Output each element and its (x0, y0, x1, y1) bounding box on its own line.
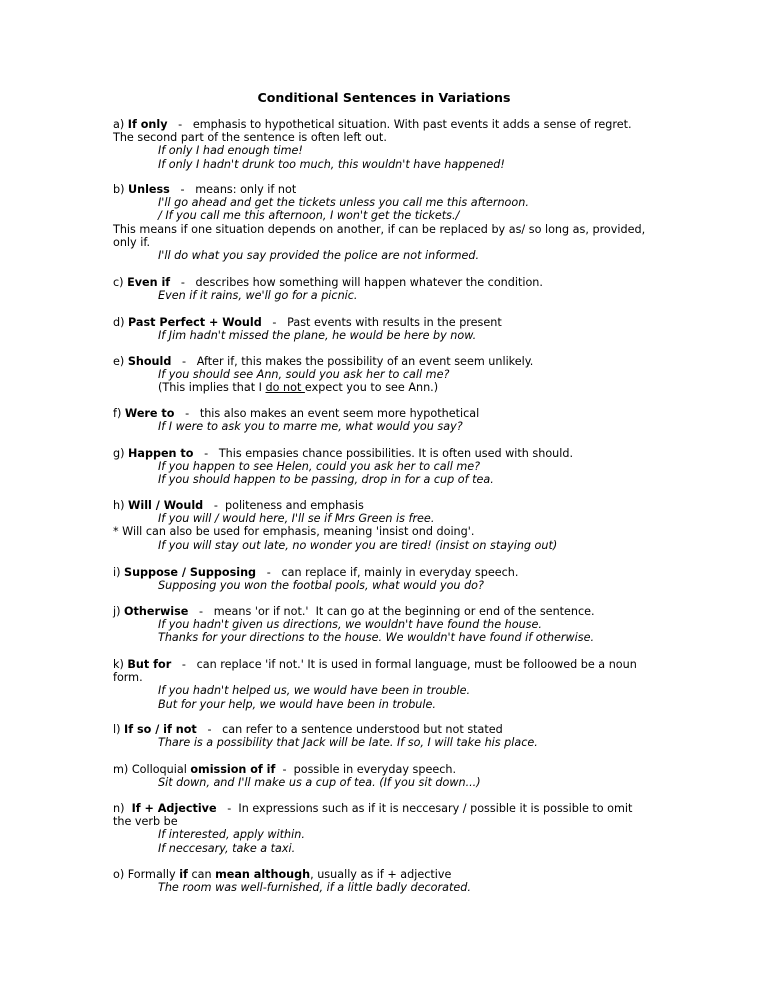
section-d (113, 316, 653, 342)
section-separator: - (167, 118, 193, 131)
example-sentence: If you should happen to be passing, drop in for a cup of tea. (158, 473, 494, 487)
example-sentence: I'll go ahead and get the tickets unless you call me this afternoon. (158, 196, 529, 210)
section-f (113, 407, 653, 433)
section-description: This empasies chance possibilities. It is often used with should. (218, 447, 574, 460)
page-title: Conditional Sentences in Variations (257, 90, 511, 105)
section-j (113, 605, 653, 645)
section-prefix: n) (113, 802, 132, 815)
section-i (113, 566, 653, 592)
section-heading (113, 605, 653, 618)
section-description: , usually as if + adjective (310, 868, 452, 881)
section-description-continued: the verb be (113, 815, 178, 829)
section-term: Suppose / Supposing (124, 566, 257, 579)
section-description: this also makes an event seem more hypothetical (199, 407, 480, 420)
section-separator: - (256, 566, 282, 579)
remark-text: expect you to see Ann.) (304, 381, 439, 395)
section-description: can replace if, mainly in everyday speech. (281, 566, 519, 579)
section-g (113, 447, 653, 487)
example-sentence: If I were to ask you to marre me, what would you say? (158, 420, 463, 434)
section-description: After if, this makes the possibility of an event seem unlikely. (196, 355, 534, 368)
section-prefix: o) Formally (113, 868, 180, 881)
section-prefix: a) (113, 118, 128, 131)
section-heading (113, 723, 653, 736)
section-term: Happen to (128, 447, 194, 460)
section-term: Past Perfect + Would (128, 316, 262, 329)
example-sentence: / If you call me this afternoon, I won't get the tickets./ (158, 209, 460, 223)
section-term: omission of if (190, 763, 276, 776)
section-heading (113, 276, 653, 289)
example-sentence: If you will / would here, I'll se if Mrs Green is free. (158, 512, 435, 526)
example-sentence: I'll do what you say provided the police are not informed. (158, 249, 480, 263)
section-separator: - (193, 447, 219, 460)
example-sentence: If you will stay out late, no wonder you are tired! (insist on staying out) (158, 538, 558, 552)
section-heading (113, 118, 653, 131)
example-sentence: Even if it rains, we'll go for a picnic. (158, 289, 358, 303)
section-separator: - (275, 763, 294, 776)
section-k (113, 658, 653, 711)
section-prefix: e) (113, 355, 128, 368)
section-description: politeness and emphasis (225, 499, 364, 512)
section-separator: - (170, 276, 196, 289)
section-term: mean although (215, 868, 311, 881)
example-sentence: If Jim hadn't missed the plane, he would be here by now. (158, 329, 477, 343)
section-term: if (179, 868, 188, 881)
section-heading (113, 499, 653, 512)
section-prefix: i) (113, 566, 125, 579)
section-description: means: only if not (195, 183, 297, 196)
section-prefix: k) (113, 658, 128, 671)
section-description: can replace 'if not.' It is used in formal language, must be folloowed be a noun (196, 658, 637, 671)
section-separator: - (171, 355, 197, 368)
section-separator: - (171, 658, 197, 671)
section-separator: - (216, 802, 239, 815)
section-term: Otherwise (124, 605, 189, 618)
example-sentence: If you hadn't helped us, we would have been in trouble. (158, 684, 471, 698)
section-separator: - (196, 723, 223, 736)
example-sentence: Thare is a possibility that Jack will be late. If so, I will take his place. (158, 736, 538, 750)
example-sentence: If you happen to see Helen, could you ask her to call me? (158, 460, 481, 474)
section-heading (113, 355, 653, 368)
section-heading (113, 802, 653, 815)
section-prefix: m) Colloquial (113, 763, 191, 776)
section-prefix: l) (113, 723, 125, 736)
section-separator: - (261, 316, 288, 329)
section-description: possible in everyday speech. (293, 763, 457, 776)
section-term: Even if (127, 276, 171, 289)
section-prefix: f) (113, 407, 125, 420)
section-term: If only (127, 118, 168, 131)
example-sentence: Thanks for your directions to the house. We wouldn't have found if otherwise. (158, 631, 595, 645)
example-sentence: If neccesary, take a taxi. (158, 841, 296, 855)
remark-text: (This implies that I (158, 381, 266, 395)
section-description: means 'or if not.' It can go at the beginning or end of the sentence. (213, 605, 595, 618)
section-separator: - (203, 499, 225, 512)
example-sentence: If you hadn't given us directions, we wouldn't have found the house. (158, 618, 542, 632)
section-heading (113, 868, 653, 881)
section-a (113, 118, 653, 171)
example-sentence: If you should see Ann, sould you ask her to call me? (158, 368, 450, 382)
section-n (113, 802, 653, 855)
section-description: emphasis to hypothetical situation. With past events it adds a sense of regret. (192, 118, 632, 131)
section-prefix: j) (113, 605, 125, 618)
example-sentence: If only I had enough time! (158, 144, 303, 158)
section-heading (113, 407, 653, 420)
section-m (113, 763, 653, 789)
section-prefix: g) (113, 447, 129, 460)
section-description: describes how something will happen whatever the condition. (195, 276, 543, 289)
section-separator: - (188, 605, 214, 618)
section-note: * Will can also be used for emphasis, meaning 'insist ond doing'. (113, 525, 475, 539)
section-description: can refer to a sentence understood but not stated (222, 723, 503, 736)
example-sentence: But for your help, we would have been in trobule. (158, 697, 436, 711)
section-note: This means if one situation depends on another, if can be replaced by as/ so long as, provided, only if. (113, 222, 646, 249)
example-sentence: Sit down, and I'll make us a cup of tea. (If you sit down...) (158, 776, 481, 790)
section-prefix: c) (113, 276, 128, 289)
section-connector: can (187, 868, 216, 881)
section-heading (113, 566, 653, 579)
section-heading (113, 183, 653, 196)
example-sentence: Supposing you won the footbal pools, what would you do? (158, 579, 484, 593)
example-sentence: The room was well-furnished, if a little badly decorated. (158, 881, 471, 895)
section-heading (113, 658, 653, 671)
section-term: Should (127, 355, 172, 368)
section-prefix: d) (113, 316, 129, 329)
section-prefix: b) (113, 183, 129, 196)
section-c (113, 276, 653, 302)
example-sentence: If only I hadn't drunk too much, this wouldn't have happened! (158, 157, 505, 171)
section-term: But for (127, 658, 172, 671)
section-b (113, 183, 653, 262)
section-description-continued: form. (113, 671, 143, 685)
section-term: Unless (128, 183, 170, 196)
section-separator: - (169, 183, 196, 196)
example-sentence: If interested, apply within. (158, 828, 305, 842)
section-heading (113, 763, 653, 776)
section-term: If + Adjective (131, 802, 217, 815)
section-description-continued: The second part of the sentence is often left out. (113, 131, 387, 145)
section-term: Will / Would (128, 499, 204, 512)
section-description: In expressions such as if it is neccesary / possible it is possible to omit (238, 802, 633, 815)
section-e (113, 355, 653, 395)
section-remark (113, 381, 653, 394)
remark-underlined-text: do not (265, 381, 305, 395)
section-heading (113, 447, 653, 460)
section-heading (113, 316, 653, 329)
section-term: If so / if not (124, 723, 197, 736)
section-h (113, 499, 653, 552)
section-description: Past events with results in the present (287, 316, 502, 329)
section-o (113, 868, 653, 894)
section-prefix: h) (113, 499, 129, 512)
section-separator: - (174, 407, 200, 420)
section-l (113, 723, 653, 749)
section-term: Were to (124, 407, 175, 420)
